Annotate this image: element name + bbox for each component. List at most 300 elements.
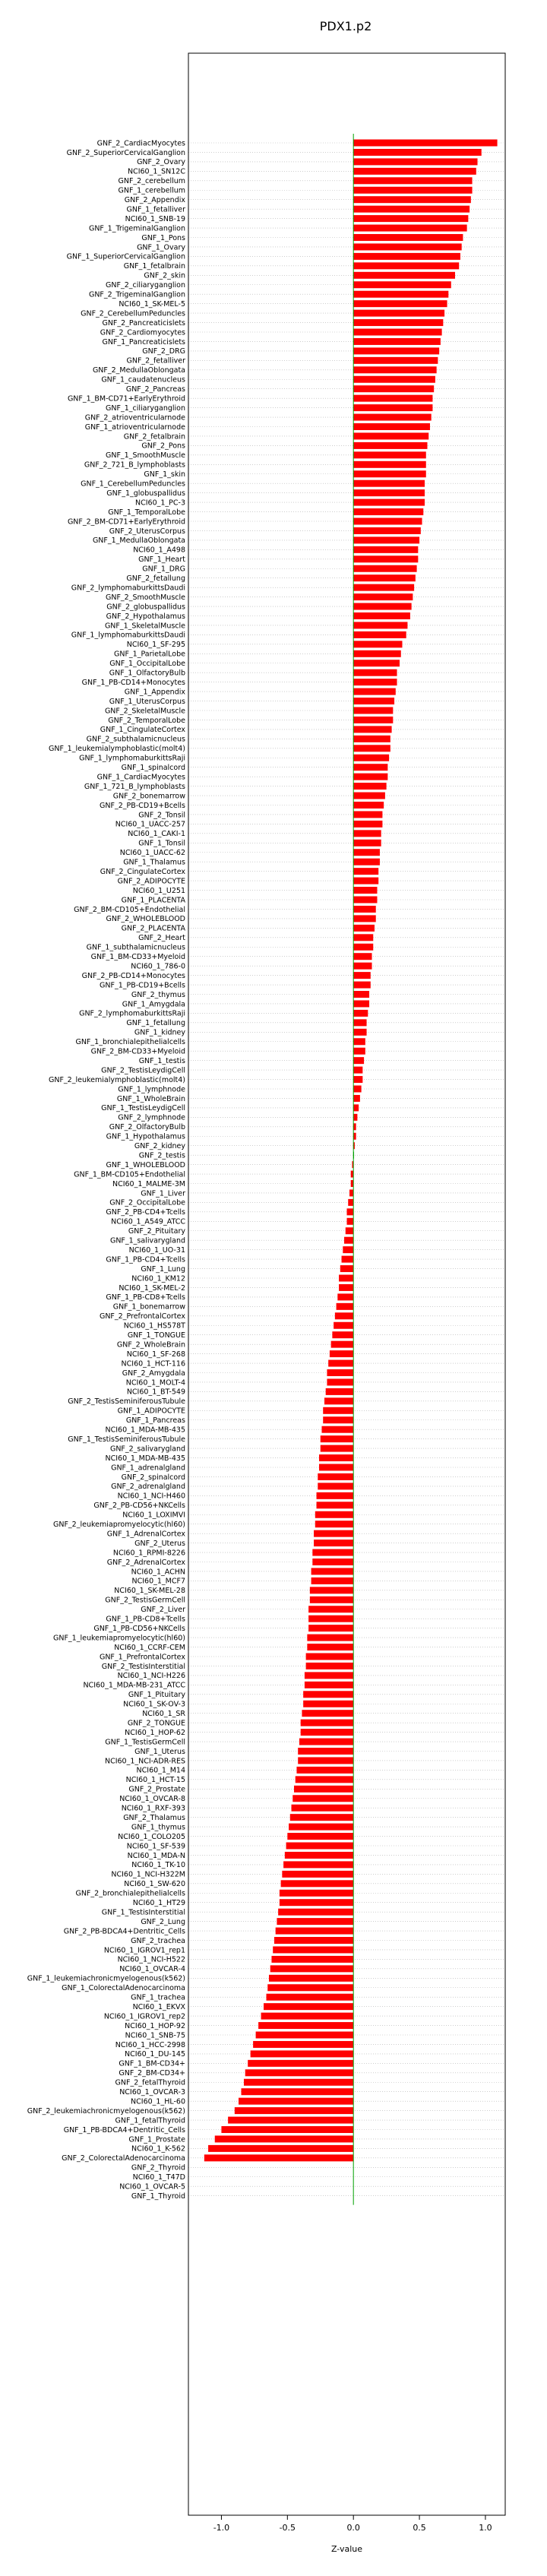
x-tick-label: -1.0 [213, 2523, 230, 2533]
bar [253, 2041, 353, 2048]
bar [299, 1739, 353, 1745]
category-label: NCI60_1_A498 [133, 546, 185, 555]
category-label: GNF_1_Tonsil [138, 839, 185, 848]
category-label: GNF_1_PB-CD8+Tcells [106, 1615, 185, 1624]
bar [271, 1956, 353, 1963]
bar [315, 1511, 353, 1518]
category-label: GNF_2_PB-CD56+NKCells [93, 1502, 185, 1511]
category-label: GNF_2_TestisLeydigCell [101, 1066, 185, 1075]
category-label: GNF_1_MedullaOblongata [92, 536, 185, 546]
bar [353, 1019, 366, 1026]
category-label: NCI60_1_K-562 [131, 2144, 185, 2154]
bar [328, 1360, 353, 1367]
bar [353, 158, 477, 165]
category-label: NCI60_1_NCI-ADR-RES [104, 1757, 185, 1766]
category-label: NCI60_1_ACHN [131, 1568, 185, 1577]
bar [353, 612, 410, 619]
bar [301, 1720, 354, 1726]
bar [353, 451, 426, 458]
bar [334, 1322, 353, 1329]
bar [292, 1805, 354, 1812]
category-label: GNF_1_trachea [131, 1993, 185, 2002]
category-label: GNF_1_TestisSeminiferousTubule [68, 1435, 185, 1444]
bar [301, 1729, 354, 1736]
bar [303, 1701, 353, 1707]
category-label: NCI60_1_SF-295 [126, 641, 185, 650]
bar [327, 1369, 353, 1376]
category-label: GNF_2_Prostate [128, 1785, 185, 1794]
bar [353, 688, 396, 695]
category-label: GNF_1_fetalliver [126, 205, 185, 214]
bar [331, 1341, 354, 1348]
category-label: GNF_2_Heart [138, 934, 185, 943]
bar [353, 821, 382, 828]
bar [353, 461, 426, 468]
bar [353, 1067, 362, 1074]
bar [242, 2088, 354, 2095]
category-label: NCI60_1_A549_ATCC [111, 1217, 185, 1226]
category-label: NCI60_1_NCI-H322M [111, 1870, 185, 1879]
x-axis [213, 2515, 492, 2533]
bars [204, 140, 498, 2162]
category-label: GNF_1_TrigeminalGanglion [88, 224, 185, 233]
category-label: GNF_1_fetallung [126, 1019, 185, 1028]
bar [314, 1540, 353, 1546]
category-label: NCI60_1_SNB-75 [125, 2031, 185, 2040]
category-label: GNF_2_SmoothMuscle [105, 593, 185, 602]
category-label: GNF_2_ColorectalAdenocarcinoma [62, 2154, 185, 2163]
category-label: GNF_2_SkeletalMuscle [104, 707, 185, 716]
category-label: GNF_1_leukemialymphoblastic(molt4) [49, 745, 185, 754]
x-tick-label: 0.5 [413, 2523, 426, 2533]
category-label: GNF_1_Hypothalamus [106, 1132, 185, 1141]
category-label: GNF_1_WHOLEBLOOD [106, 1160, 185, 1169]
category-label: GNF_1_subthalamicnucleus [86, 943, 185, 952]
category-label: GNF_2_ADIPOCYTE [117, 877, 185, 886]
bar [353, 215, 468, 222]
bar [353, 1123, 356, 1130]
bar [292, 1795, 353, 1802]
category-label: GNF_1_thymus [131, 1823, 185, 1832]
category-label: NCI60_1_MOLT-4 [125, 1378, 185, 1388]
category-label: GNF_1_adrenalgland [111, 1464, 185, 1473]
category-label: GNF_1_AdrenalCortex [106, 1530, 185, 1539]
category-label: NCI60_1_OVCAR-8 [119, 1795, 185, 1804]
category-label: GNF_1_BM-CD71+EarlyErythroid [67, 394, 185, 403]
bar [339, 1275, 353, 1282]
bar [353, 300, 447, 307]
category-label: GNF_2_globuspallidus [106, 603, 185, 612]
bar [353, 177, 472, 184]
bar [319, 1454, 353, 1461]
category-label: GNF_1_Appendix [124, 688, 185, 697]
category-label: NCI60_1_HCT-116 [121, 1359, 185, 1369]
bar [302, 1710, 353, 1717]
category-label: NCI60_1_CCRF-CEM [114, 1643, 185, 1652]
category-label: GNF_1_PLACENTA [121, 896, 185, 905]
bar [353, 593, 413, 600]
bar [337, 1303, 354, 1310]
bar [353, 793, 385, 799]
category-label: GNF_2_PB-CD4+Tcells [106, 1208, 185, 1217]
bar [346, 1227, 353, 1234]
bar [280, 1899, 353, 1906]
category-label: GNF_2_SuperiorCervicalGanglion [66, 148, 185, 157]
category-label: GNF_2_Pancreaticislets [102, 318, 185, 328]
category-label: NCI60_1_MCF7 [131, 1577, 185, 1586]
bar [305, 1672, 353, 1679]
category-label: GNF_2_BM-CD71+EarlyErythroid [67, 517, 185, 527]
bar [353, 991, 369, 998]
category-label: GNF_2_WholeBrain [116, 1340, 185, 1350]
bar [256, 2032, 354, 2039]
category-label: NCI60_1_PC-3 [134, 498, 185, 508]
bar [235, 2107, 353, 2114]
bar [353, 878, 378, 885]
bar [353, 432, 428, 439]
category-label: GNF_2_leukemialymphoblastic(molt4) [49, 1075, 185, 1084]
bar [353, 253, 460, 260]
bar [353, 470, 426, 477]
category-label: GNF_2_BM-CD33+Myeloid [90, 1047, 185, 1056]
bar [277, 1918, 353, 1925]
bar [353, 944, 373, 951]
category-label: GNF_2_Thalamus [123, 1813, 185, 1822]
category-label: NCI60_1_HS578T [123, 1321, 185, 1331]
category-label: GNF_2_Lung [141, 1917, 185, 1926]
bar [280, 1890, 353, 1897]
bar [353, 385, 434, 392]
bar [294, 1786, 353, 1793]
bar [353, 1029, 366, 1036]
bar [353, 915, 376, 922]
bar [353, 726, 391, 733]
category-label: NCI60_1_MDA-N [127, 1851, 185, 1860]
category-label: NCI60_1_NCI-H522 [117, 1955, 185, 1964]
bar [308, 1616, 353, 1622]
category-label: NCI60_1_OVCAR-5 [119, 2182, 185, 2191]
bar [261, 2013, 354, 2020]
category-label: GNF_1_Liver [141, 1189, 185, 1198]
bar [296, 1776, 353, 1783]
bar [221, 2126, 353, 2133]
category-label: GNF_1_SkeletalMuscle [104, 622, 185, 631]
category-label: NCI60_1_SF-268 [126, 1350, 185, 1359]
bar [353, 1133, 356, 1140]
category-label: GNF_2_bonemarrow [112, 792, 185, 801]
bar [353, 234, 463, 241]
category-label: GNF_1_testis [138, 1056, 185, 1065]
category-label: NCI60_1_SR [142, 1710, 185, 1718]
category-label: GNF_2_bronchialepithelialcells [75, 1889, 185, 1898]
bar [353, 774, 387, 780]
category-label: GNF_1_PB-CD4+Tcells [106, 1255, 185, 1264]
category-label: GNF_1_ColorectalAdenocarcinoma [62, 1984, 185, 1993]
bar [312, 1549, 353, 1556]
category-label: NCI60_1_SK-OV-3 [123, 1700, 185, 1709]
category-label: GNF_2_leukemiachronicmyelogenous(k562) [27, 2106, 185, 2116]
bar [353, 480, 425, 487]
category-label: GNF_1_BM-CD33+Myeloid [90, 953, 185, 961]
category-label: GNF_2_PB-CD19+Bcells [100, 801, 185, 810]
category-label: GNF_1_Pancreaticislets [102, 337, 185, 347]
category-label: NCI60_1_COLO205 [118, 1832, 185, 1841]
bar [353, 536, 419, 543]
category-label: GNF_1_lymphomaburkittsDaudi [71, 631, 185, 640]
bar [258, 2022, 353, 2029]
bar [285, 1852, 353, 1859]
bar [332, 1331, 353, 1338]
category-label: GNF_1_ciliaryganglion [106, 403, 185, 413]
bar [353, 603, 411, 610]
bar [353, 906, 376, 913]
bar [344, 1237, 353, 1244]
bar [353, 584, 414, 591]
bar [318, 1473, 353, 1480]
bar [353, 395, 432, 402]
category-label: NCI60_1_SK-MEL-2 [119, 1283, 185, 1293]
category-label: GNF_2_UterusCorpus [109, 527, 185, 536]
bar [244, 2079, 353, 2086]
bar [269, 1975, 353, 1982]
bar [314, 1530, 353, 1537]
category-label: GNF_2_skin [144, 271, 185, 280]
bar [353, 631, 406, 638]
bar [353, 376, 435, 383]
bar [274, 1937, 353, 1944]
bar [312, 1559, 353, 1565]
category-label: GNF_2_Uterus [134, 1539, 185, 1548]
bar [353, 802, 384, 809]
bar [326, 1388, 353, 1395]
category-label: NCI60_1_SF-539 [126, 1842, 185, 1851]
bar [305, 1682, 353, 1688]
category-label: NCI60_1_EKVX [132, 2002, 185, 2011]
category-label: GNF_2_Tonsil [138, 811, 185, 820]
category-label: GNF_1_ADIPOCYTE [117, 1407, 185, 1416]
category-label: GNF_1_Amygdala [122, 1000, 185, 1009]
x-tick-label: -0.5 [279, 2523, 296, 2533]
bar [278, 1909, 353, 1916]
bar [228, 2117, 353, 2124]
bar [323, 1407, 353, 1414]
category-label: GNF_1_TestisGermCell [105, 1738, 185, 1747]
bar [353, 982, 371, 989]
category-label: GNF_1_PrefrontalCortex [99, 1653, 185, 1662]
category-label: GNF_2_PB-BDCA4+Dentritic_Cells [63, 1927, 185, 1936]
bar [321, 1445, 353, 1452]
category-label: NCI60_1_NCI-H460 [117, 1492, 185, 1501]
category-label: GNF_1_cerebellum [118, 186, 185, 195]
category-label: GNF_1_CingulateCortex [100, 726, 185, 735]
category-label: GNF_2_ciliaryganglion [106, 281, 185, 290]
bar [353, 508, 423, 515]
category-label: GNF_1_lymphnode [118, 1085, 185, 1094]
bar [270, 1965, 353, 1972]
bar [267, 1984, 353, 1991]
bar [339, 1284, 353, 1291]
category-label: NCI60_1_MDA-MB-231_ATCC [83, 1681, 185, 1690]
bar [318, 1483, 353, 1489]
bar [353, 1095, 360, 1102]
bar [353, 859, 380, 866]
bar [298, 1757, 353, 1764]
bar [353, 953, 372, 960]
category-label: GNF_1_Uterus [134, 1747, 185, 1756]
bar [321, 1426, 353, 1433]
category-label: GNF_1_leukemiapromyelocytic(hl60) [52, 1634, 185, 1643]
category-label: GNF_1_TestisLeydigCell [101, 1104, 185, 1113]
bar [353, 1000, 369, 1007]
category-label: GNF_1_spinalcord [121, 764, 185, 772]
category-label: GNF_2_Amygdala [122, 1369, 185, 1378]
category-label: NCI60_1_BT-549 [126, 1388, 185, 1397]
bar [353, 555, 418, 562]
category-label: GNF_1_CardiacMyocytes [96, 773, 185, 782]
bar [353, 347, 439, 354]
bar [353, 811, 382, 818]
x-tick-label: 0.0 [346, 2523, 360, 2533]
bar [327, 1378, 353, 1385]
category-label: GNF_1_PB-BDCA4+Dentritic_Cells [63, 2125, 185, 2135]
category-label: GNF_2_AdrenalCortex [106, 1558, 185, 1567]
bar [248, 2060, 353, 2067]
bar [298, 1748, 353, 1755]
category-label: NCI60_1_OVCAR-3 [119, 2088, 185, 2097]
bar [353, 206, 470, 213]
category-label: GNF_2_adrenalgland [111, 1483, 185, 1492]
x-tick-label: 1.0 [479, 2523, 492, 2533]
bar [215, 2135, 353, 2142]
category-label: GNF_1_Pons [141, 233, 185, 242]
bar [353, 849, 380, 856]
bar [353, 972, 371, 979]
bar [353, 925, 375, 932]
bar [323, 1416, 353, 1423]
bar [353, 650, 401, 657]
category-label: NCI60_1_SW-620 [124, 1880, 185, 1889]
bar [282, 1871, 353, 1878]
category-label: GNF_1_OlfactoryBulb [109, 669, 185, 678]
bar [353, 442, 427, 449]
bar [335, 1312, 353, 1319]
bar [353, 755, 389, 761]
category-label: GNF_1_TestisInterstitial [101, 1908, 185, 1917]
category-label: GNF_2_thymus [131, 990, 185, 999]
category-label: GNF_2_Cardiomyocytes [100, 328, 185, 337]
category-label: GNF_2_TemporalLobe [108, 716, 185, 725]
bar [353, 830, 381, 837]
category-label: NCI60_1_M14 [136, 1766, 185, 1775]
bar [319, 1464, 353, 1471]
category-label: GNF_2_fetalThyroid [115, 2078, 185, 2087]
category-label: NCI60_1_UO-31 [128, 1245, 185, 1255]
category-label: NCI60_1_HOP-62 [125, 1728, 185, 1737]
category-label: GNF_1_WholeBrain [116, 1094, 185, 1103]
category-label: GNF_1_skin [144, 470, 185, 479]
category-label: GNF_1_BM-CD105+Endothelial [74, 1170, 185, 1179]
category-label: NCI60_1_MDA-MB-435 [105, 1426, 185, 1435]
category-label: NCI60_1_HCC-2998 [115, 2040, 185, 2049]
category-label: NCI60_1_T47D [132, 2173, 185, 2182]
category-label: GNF_2_trachea [131, 1936, 185, 1945]
category-label: GNF_1_leukemiachronicmyelogenous(k562) [27, 1974, 185, 1983]
category-label: GNF_1_bronchialepithelialcells [75, 1038, 185, 1047]
category-label: GNF_2_CardiacMyocytes [96, 139, 185, 148]
category-label: GNF_2_salivarygland [109, 1445, 185, 1454]
bar [353, 527, 421, 534]
category-label: GNF_2_Pituitary [128, 1227, 185, 1236]
category-label: NCI60_1_U251 [132, 886, 185, 895]
bar [353, 423, 430, 430]
bar [307, 1635, 353, 1641]
bar [321, 1435, 353, 1442]
category-label: GNF_1_PB-CD56+NKCells [93, 1624, 185, 1633]
bar [353, 168, 476, 175]
category-label: NCI60_1_KM12 [131, 1274, 185, 1283]
category-label: NCI60_1_RXF-393 [121, 1804, 185, 1813]
category-label: GNF_2_BM-CD34+ [119, 2069, 185, 2078]
bar [340, 1265, 353, 1272]
bar [353, 262, 459, 269]
bar [351, 1180, 353, 1187]
category-label: GNF_2_cerebellum [118, 177, 185, 186]
bar [311, 1568, 354, 1574]
bar [353, 546, 418, 553]
category-label: GNF_2_Liver [141, 1606, 185, 1615]
category-label: GNF_1_caudatenucleus [101, 375, 185, 385]
bar [353, 622, 407, 628]
category-label: NCI60_1_OVCAR-4 [119, 1965, 185, 1974]
bar [317, 1502, 354, 1508]
category-label: GNF_2_TestisGermCell [105, 1596, 185, 1605]
category-label: GNF_1_DRG [142, 565, 185, 574]
category-label: GNF_2_BM-CD105+Endothelial [74, 905, 185, 914]
bar [273, 1946, 353, 1953]
category-label: NCI60_1_SN12C [127, 167, 185, 176]
bar [353, 149, 482, 156]
bar [353, 329, 441, 336]
bar [286, 1843, 354, 1850]
category-label: NCI60_1_HL-60 [131, 2097, 185, 2106]
bar [307, 1644, 353, 1650]
bar [353, 225, 466, 232]
category-label: GNF_1_Pancreas [125, 1416, 185, 1426]
category-label: NCI60_1_SNB-19 [125, 214, 185, 223]
bar [251, 2050, 354, 2057]
bar [353, 868, 378, 875]
category-label: GNF_2_Pancreas [125, 385, 185, 394]
category-label: NCI60_1_IGROV1_rep1 [103, 1946, 185, 1955]
category-label: GNF_2_Ovary [137, 158, 185, 167]
category-label: GNF_2_fetallung [126, 574, 185, 583]
bar [287, 1833, 353, 1840]
category-label: NCI60_1_SK-MEL-5 [119, 299, 185, 309]
category-label: GNF_1_SuperiorCervicalGanglion [66, 252, 185, 261]
bar [347, 1208, 354, 1215]
bar [353, 404, 432, 411]
category-label: GNF_1_BM-CD34+ [119, 2059, 185, 2068]
bar [353, 357, 438, 364]
bar [353, 1104, 359, 1111]
bar [353, 366, 436, 373]
category-label: GNF_2_OlfactoryBulb [109, 1123, 185, 1132]
category-label: GNF_1_bonemarrow [112, 1302, 185, 1312]
category-label: GNF_2_lymphnode [118, 1113, 185, 1122]
bar [239, 2098, 353, 2105]
category-label: GNF_1_TemporalLobe [108, 508, 185, 517]
category-label: GNF_1_PB-CD8+Tcells [106, 1293, 185, 1302]
